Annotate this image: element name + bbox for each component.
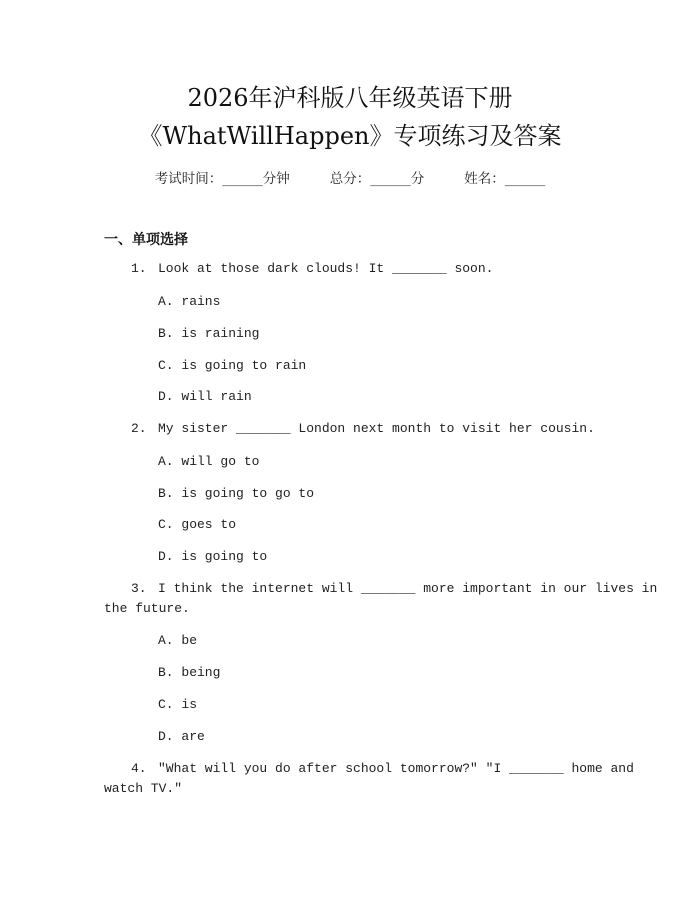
option-b: B. being	[158, 665, 221, 680]
student-name: 姓名：______	[464, 171, 546, 187]
exam-time: 考试时间：______分钟	[154, 171, 290, 187]
option-d: D. is going to	[158, 549, 268, 564]
question-number: 1.	[131, 261, 147, 276]
option-c: C. is	[158, 697, 198, 712]
question-text: My sister _______ London next month to visit her cousin.	[158, 421, 595, 436]
question-text: Look at those dark clouds! It _______ soon.	[158, 261, 494, 276]
exam-total-score: 总分：______分	[329, 171, 425, 187]
option-a: A. will go to	[158, 454, 260, 469]
option-a: A. rains	[158, 294, 221, 309]
question-text-continued: the future.	[104, 601, 190, 616]
question-text: I think the internet will _______ more important in our lives in	[158, 581, 658, 596]
option-b: B. is raining	[158, 326, 260, 341]
option-d: D. are	[158, 729, 205, 744]
page-title-line-1: 2026年沪科版八年级英语下册	[187, 84, 513, 112]
question-number: 4.	[131, 761, 147, 776]
option-b: B. is going to go to	[158, 486, 315, 501]
page-title-line-2: 《WhatWillHappen》专项练习及答案	[138, 122, 562, 150]
question-number: 3.	[131, 581, 147, 596]
question-text-continued: watch TV."	[104, 781, 183, 796]
option-d: D. will rain	[158, 389, 252, 404]
section-heading: 一、单项选择	[104, 232, 188, 248]
exam-info	[0, 167, 700, 187]
option-c: C. is going to rain	[158, 358, 307, 373]
option-a: A. be	[158, 633, 198, 648]
option-c: C. goes to	[158, 517, 237, 532]
question-text: "What will you do after school tomorrow?" "I _______ home and	[158, 761, 634, 776]
question-number: 2.	[131, 421, 147, 436]
